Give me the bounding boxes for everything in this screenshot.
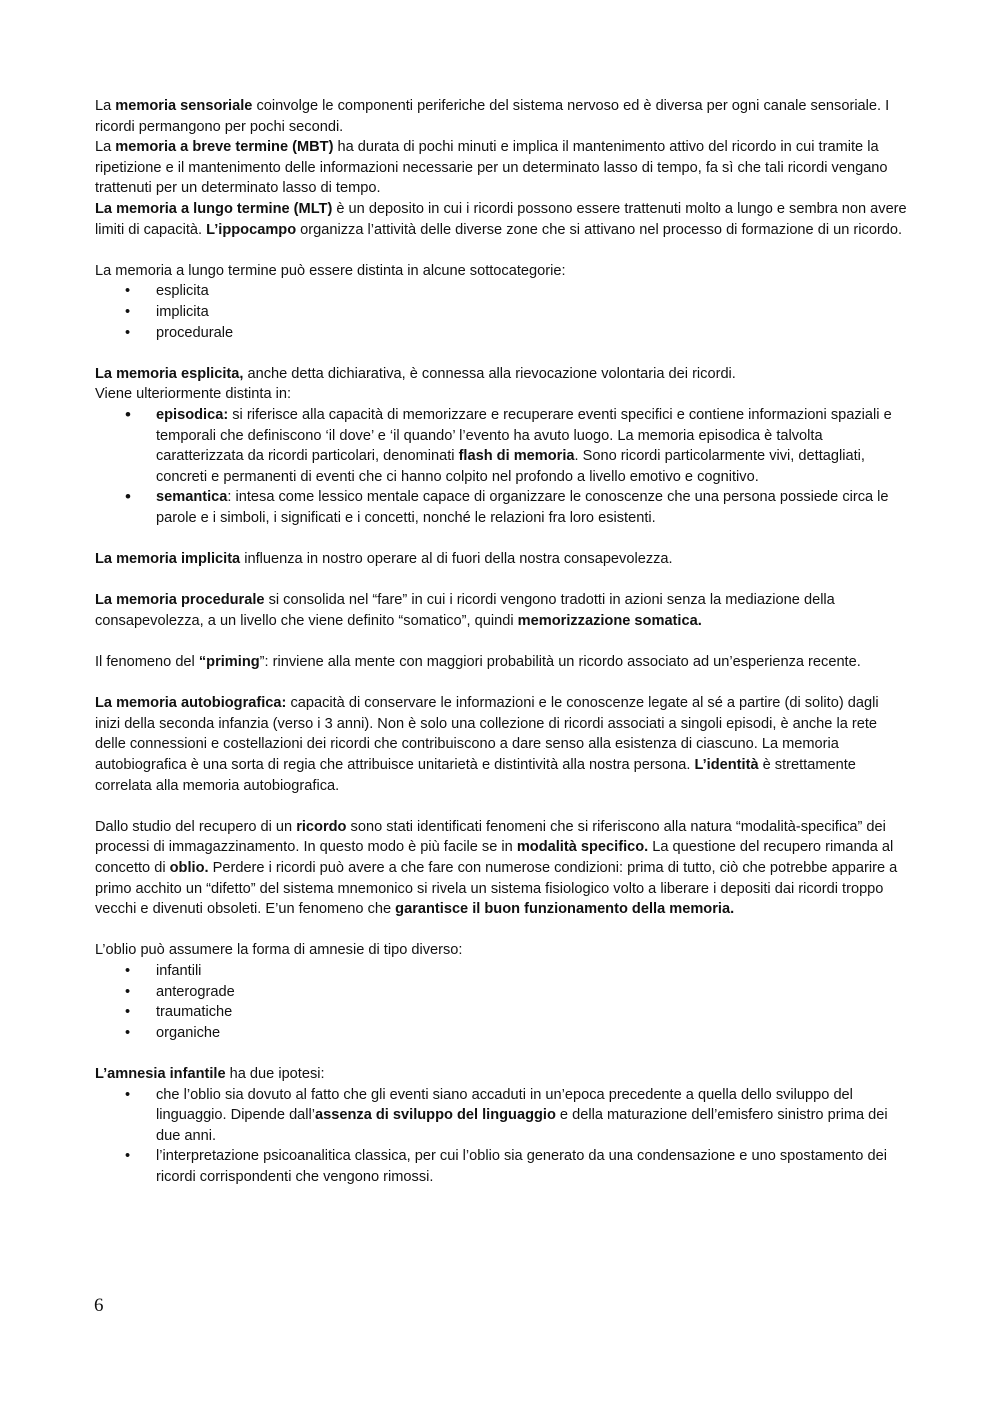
page-number: 6 (94, 1295, 104, 1316)
list-item: • che l’oblio sia dovuto al fatto che gli eventi siano accaduti in un’epoca precedente a quella dello sviluppo del linguaggio. Dipende dall’assenza di sviluppo del linguaggio e della maturazione dell’emisfero sinistro prima dei due anni. (95, 1085, 907, 1147)
list-item-semantic: • semantica: intesa come lessico mentale capace di organizzare le conoscenze che una persona possiede circa le parole e i simboli, i significati e i concetti, nonché le relazioni fra loro esistenti. (95, 487, 907, 528)
paragraph-short-term-memory: La memoria a breve termine (MBT) ha durata di pochi minuti e implica il mantenimento attivo del ricordo in cui tramite la ripetizione e il mantenimento delle informazioni necessarie per un determinato lasso di tempo, fa sì che tali ricordi vengano trattenuti per un determinato lasso di tempo. (95, 139, 888, 197)
page-content (95, 96, 907, 1187)
list-item: • anterograde (95, 982, 907, 1003)
explicit-types-list (95, 405, 907, 529)
paragraph-implicit-memory: La memoria implicita influenza in nostro operare al di fuori della nostra consapevolezza. (95, 551, 673, 568)
term-explicit-memory: La memoria esplicita, (95, 365, 244, 382)
paragraph-explicit-distinction: Viene ulteriormente distinta in: (95, 386, 292, 403)
amnesia-types-list (95, 961, 907, 1043)
list-item: • organiche (95, 1023, 907, 1044)
term-long-term-memory: La memoria a lungo termine (MLT) (95, 200, 333, 217)
infantile-hypotheses-list (95, 1085, 907, 1188)
term-hippocampus: L’ippocampo (206, 221, 297, 238)
list-item: • l’interpretazione psicoanalitica classica, per cui l’oblio sia generato da una condensazione e uno spostamento dei ricordi corrispondenti che vengono rimossi. (95, 1146, 907, 1187)
list-item: • implicita (95, 302, 907, 323)
list-item: • infantili (95, 961, 907, 982)
paragraph-autobiographical-memory: La memoria autobiografica: capacità di conservare le informazioni e le conoscenze legate al sé a partire (di solito) dagli inizi della seconda infanzia (verso i 3 anni). Non è solo una collezione di ricordi associati a singoli episodi, è anche la rete delle connessioni e costellazioni dei ricordi che contribuiscono a dare senso alla esistenza di ciascuno. La memoria autobiografica è una sorta di regia che attribuisce unitarietà e distintività alla nostra persona. L’identità è strettamente correlata alla memoria autobiografica. (95, 695, 879, 794)
term-sensory-memory: memoria sensoriale (115, 98, 253, 114)
paragraph-priming: Il fenomeno del “priming”: rinviene alla mente con maggiori probabilità un ricordo associato ad un’esperienza recente. (95, 654, 861, 671)
term-short-term-memory: memoria a breve termine (MBT) (115, 139, 334, 156)
subcategories-lead: La memoria a lungo termine può essere distinta in alcune sottocategorie: (95, 262, 566, 279)
amnesia-lead: L’oblio può assumere la forma di amnesie di tipo diverso: (95, 942, 463, 959)
paragraph-sensory-memory: La memoria sensoriale coinvolge le componenti periferiche del sistema nervoso ed è diversa per ogni canale sensoriale. I ricordi permangono per pochi secondi. (95, 98, 890, 135)
subcategories-list (95, 281, 907, 343)
list-item: • esplicita (95, 281, 907, 302)
paragraph-explicit-memory: La memoria esplicita, anche detta dichiarativa, è connessa alla rievocazione volontaria dei ricordi. (95, 365, 736, 382)
paragraph-procedural-memory: La memoria procedurale si consolida nel “fare” in cui i ricordi vengono tradotti in azioni senza la mediazione della consapevolezza, a un livello che viene definito “somatico”, quindi memorizzazione somatica. (95, 592, 835, 629)
list-item: • traumatiche (95, 1002, 907, 1023)
paragraph-recall: Dallo studio del recupero di un ricordo sono stati identificati fenomeni che si riferiscono alla natura “modalità-specifica” dei processi di immagazzinamento. In questo modo è più facile se in modalità specifico. La questione del recupero rimanda al concetto di oblio. Perdere i ricordi può avere a che fare con numerose condizioni: prima di tutto, ciò che potrebbe apparire a primo acchito un “difetto” del sistema mnemonico si rivela un sistema fisiologico volto a liberare i depositi dai ricordi troppo vecchi e divenuti obsoleti. E’un fenomeno che garantisce il buon funzionamento della memoria. (95, 818, 898, 918)
paragraph-infantile-amnesia: L’amnesia infantile ha due ipotesi: (95, 1065, 325, 1082)
paragraph-long-term-memory: La memoria a lungo termine (MLT) è un deposito in cui i ricordi possono essere trattenuti molto a lungo e sembra non avere limiti di capacità. L’ippocampo organizza l’attività delle diverse zone che si attivano nel processo di formazione di un ricordo. (95, 200, 907, 238)
list-item: • procedurale (95, 323, 907, 344)
list-item-episodic: • episodica: si riferisce alla capacità di memorizzare e recuperare eventi specifici e contiene informazioni spaziali e temporali che definiscono ‘il dove’ e ‘il quando’ l’evento ha avuto luogo. La memoria episodica è talvolta caratterizzata da ricordi particolari, denominati flash di memoria. Sono ricordi particolarmente vivi, dettagliati, concreti e permanenti di eventi che ci hanno colpito nel profondo a livello emotivo e cognitivo. (95, 405, 907, 487)
